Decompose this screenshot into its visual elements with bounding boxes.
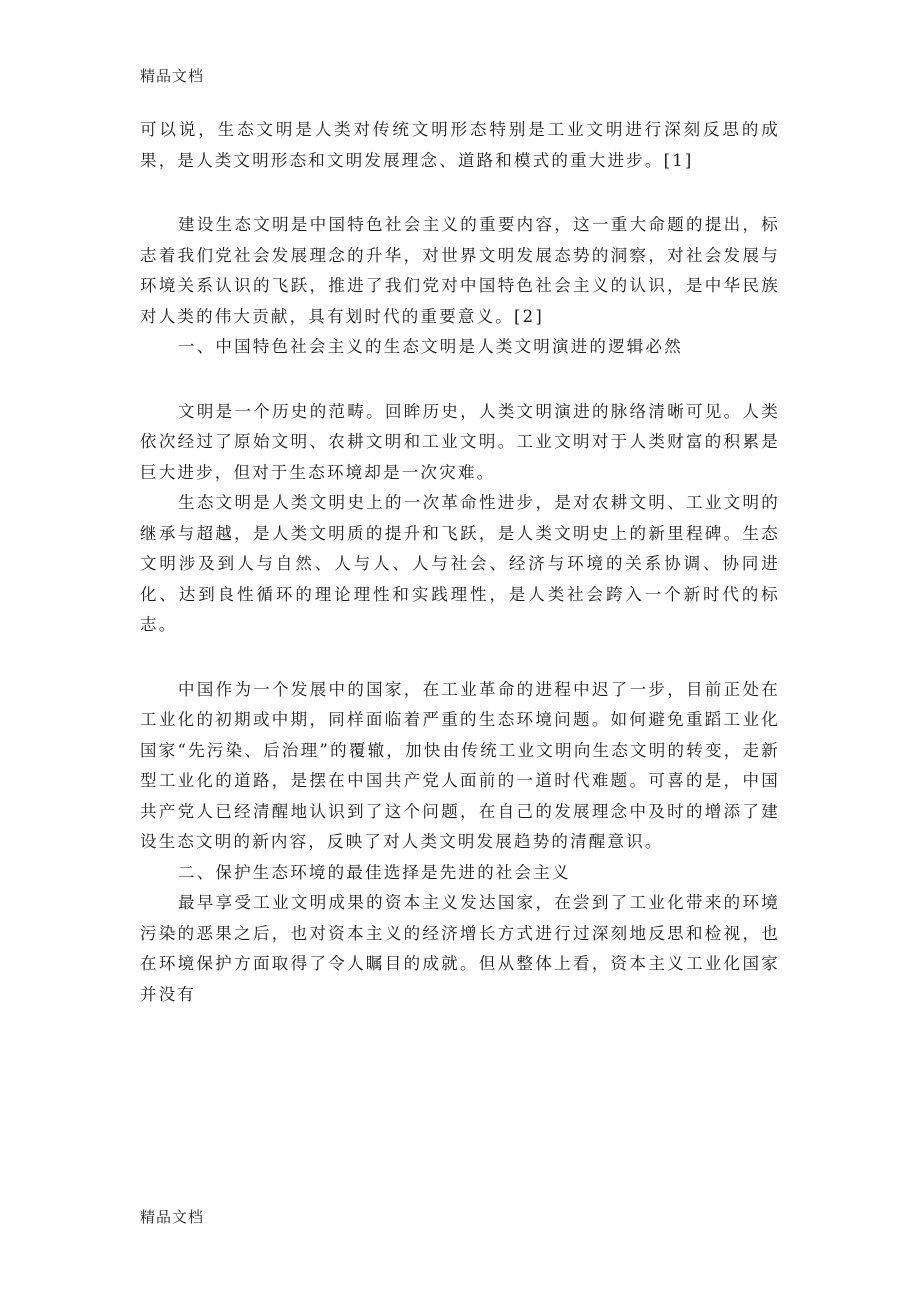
section-heading-1: 一、中国特色社会主义的生态文明是人类文明演进的逻辑必然 [178, 337, 683, 356]
paragraph-construction: 建设生态文明是中国特色社会主义的重要内容，这一重大命题的提出，标志着我们党社会发展理念的升华，对世界文明发展态势的洞察，对社会发展与环境关系认识的飞跃，推进了我们党对中国特色社会主义的认识，是中华民族对人类的伟大贡献，具有划时代的重要意义。[2] [140, 215, 780, 326]
page-footer-label: 精品文档 [140, 1208, 205, 1226]
paragraph-intro: 可以说，生态文明是人类对传统文明形态特别是工业文明进行深刻反思的成果，是人类文明形态和文明发展理念、道路和模式的重大进步。[1] [140, 120, 780, 170]
paragraph-civilization-history: 文明是一个历史的范畴。回眸历史，人类文明演进的脉络清晰可见。人类依次经过了原始文明、农耕文明和工业文明。工业文明对于人类财富的积累是巨大进步，但对于生态环境却是一次灾难。 [140, 401, 780, 482]
document-body [140, 115, 780, 1010]
paragraph-ecological-progress: 生态文明是人类文明史上的一次革命性进步，是对农耕文明、工业文明的继承与超越，是人类文明质的提升和飞跃，是人类文明史上的新里程碑。生态文明涉及到人与自然、人与人、人与社会、经济与环境的关系协调、协同进化、达到良性循环的理论理性和实践理性，是人类社会跨入一个新时代的标志。 [140, 493, 780, 634]
paragraph-china-development: 中国作为一个发展中的国家，在工业革命的进程中迟了一步，目前正处在工业化的初期或中期，同样面临着严重的生态环境问题。如何避免重蹈工业化国家“先污染、后治理”的覆辙，加快由传统工业文明向生态文明的转变，走新型工业化的道路，是摆在中国共产党人面前的一道时代难题。可喜的是，中国共产党人已经清醒地认识到了这个问题，在自己的发展理念中及时的增添了建设生态文明的新内容，反映了对人类文明发展趋势的清醒意识。 [140, 679, 780, 851]
section-heading-2: 二、保护生态环境的最佳选择是先进的社会主义 [178, 862, 571, 882]
page-header-label: 精品文档 [140, 67, 205, 85]
paragraph-capitalist-countries: 最早享受工业文明成果的资本主义发达国家，在尝到了工业化带来的环境污染的恶果之后，也对资本主义的经济增长方式进行过深刻地反思和检视，也在环境保护方面取得了令人瞩目的成就。但从整体上看，资本主义工业化国家并没有 [140, 893, 780, 1004]
